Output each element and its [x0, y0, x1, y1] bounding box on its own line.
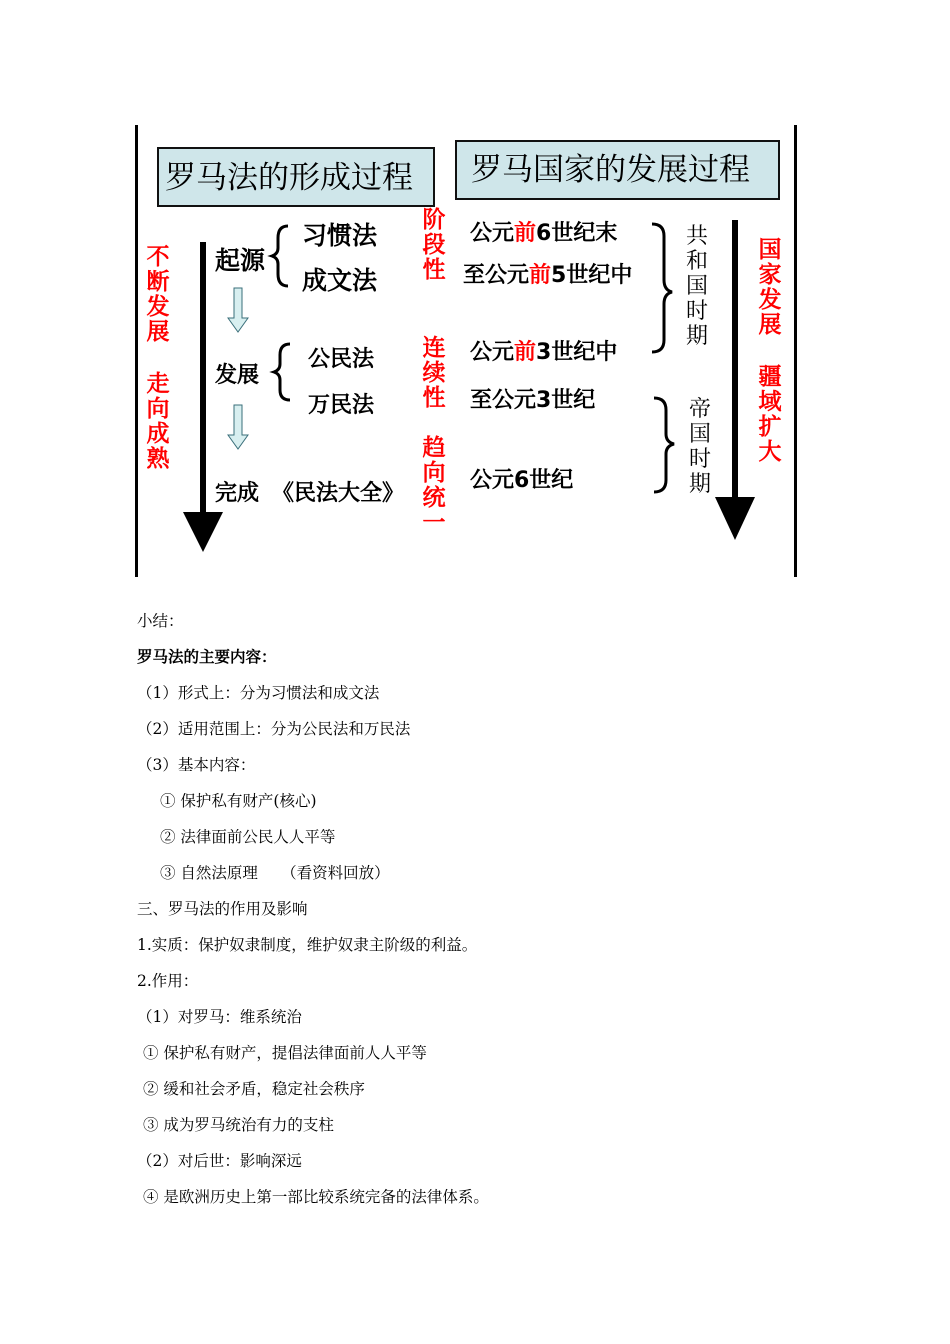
content-item-2: （2）适用范围上：分为公民法和万民法 [137, 720, 411, 738]
develop-brace [274, 344, 290, 400]
nations-law: 万民法 [308, 393, 375, 418]
complete-label: 完成 [215, 481, 260, 506]
content-item-3: （3）基本内容： [137, 756, 256, 774]
right-main-arrow-head [715, 497, 755, 540]
citizen-law: 公民法 [308, 347, 375, 372]
main-content-title: 罗马法的主要内容： [137, 647, 277, 666]
content-item-1: （1）形式上：分为习惯法和成文法 [137, 684, 380, 702]
left-side-label-2: 走向成熟 [146, 371, 170, 472]
date-prefix: 公元 [470, 340, 515, 365]
date-suffix: 5世纪中 [551, 263, 633, 288]
date-bc-marker: 前 [529, 263, 552, 288]
summary-heading: 小结： [137, 612, 184, 630]
republic-period: 共和国时期 [685, 224, 708, 349]
date-bc-marker: 前 [514, 340, 537, 365]
date-bc-marker: 前 [514, 221, 537, 246]
date-suffix: 3世纪中 [536, 340, 618, 365]
origin-label: 起源 [215, 246, 266, 275]
date-prefix: 至公元 [463, 263, 530, 288]
date-6th-century-ad: 公元6世纪 [470, 468, 574, 493]
role-rome: （1）对罗马：维系统治 [137, 1008, 302, 1026]
role-heading: 2.作用： [137, 972, 199, 990]
role-later: （2）对后世：影响深远 [137, 1152, 302, 1170]
right-title: 罗马国家的发展过程 [471, 152, 750, 188]
date-prefix: 公元 [470, 221, 515, 246]
role-rome-b: ② 缓和社会矛盾，稳定社会秩序 [143, 1080, 365, 1098]
role-rome-c: ③ 成为罗马统治有力的支柱 [143, 1116, 334, 1134]
right-side-label: 国家发展 [758, 237, 782, 338]
date-5th-century-bc [463, 258, 632, 289]
custom-law: 习惯法 [302, 221, 378, 250]
essence-line: 1.实质：保护奴隶制度，维护奴隶主阶级的利益。 [137, 936, 478, 954]
republic-brace [652, 224, 672, 352]
small-down-arrow-1 [228, 288, 248, 332]
section-3-heading: 三、罗马法的作用及影响 [137, 900, 308, 918]
right-side-label-2: 疆域扩大 [758, 364, 782, 465]
content-sub-3: ③ 自然法原理 （看资料回放） [160, 864, 390, 882]
empire-period: 帝国时期 [688, 397, 711, 497]
develop-label: 发展 [215, 363, 260, 388]
date-suffix: 6世纪末 [536, 221, 618, 246]
date-3rd-century-bc [470, 335, 617, 366]
origin-brace [272, 226, 288, 286]
role-rome-a: ① 保护私有财产，提倡法律面前人人平等 [143, 1044, 427, 1062]
civil-code: 《民法大全》 [272, 481, 405, 506]
date-6th-century-bc [470, 216, 617, 247]
law-development-diagram [0, 0, 950, 600]
content-sub-1: ① 保护私有财产(核心) [160, 792, 317, 810]
content-sub-2: ② 法律面前公民人人平等 [160, 828, 336, 846]
stage-unifying: 趋向统一 [422, 435, 446, 536]
stage-phased: 阶段性 [422, 207, 446, 283]
empire-brace [654, 398, 674, 492]
left-title: 罗马法的形成过程 [165, 160, 413, 196]
date-3rd-century-ad: 至公元3世纪 [470, 388, 596, 413]
role-later-a: ④ 是欧洲历史上第一部比较系统完备的法律体系。 [143, 1188, 489, 1206]
left-main-arrow-head [183, 512, 223, 552]
small-down-arrow-2 [228, 405, 248, 449]
left-side-label: 不断发展 [146, 244, 170, 345]
written-law: 成文法 [302, 266, 378, 295]
stage-continuous: 连续性 [422, 335, 446, 411]
diagram-arrows [0, 0, 950, 600]
